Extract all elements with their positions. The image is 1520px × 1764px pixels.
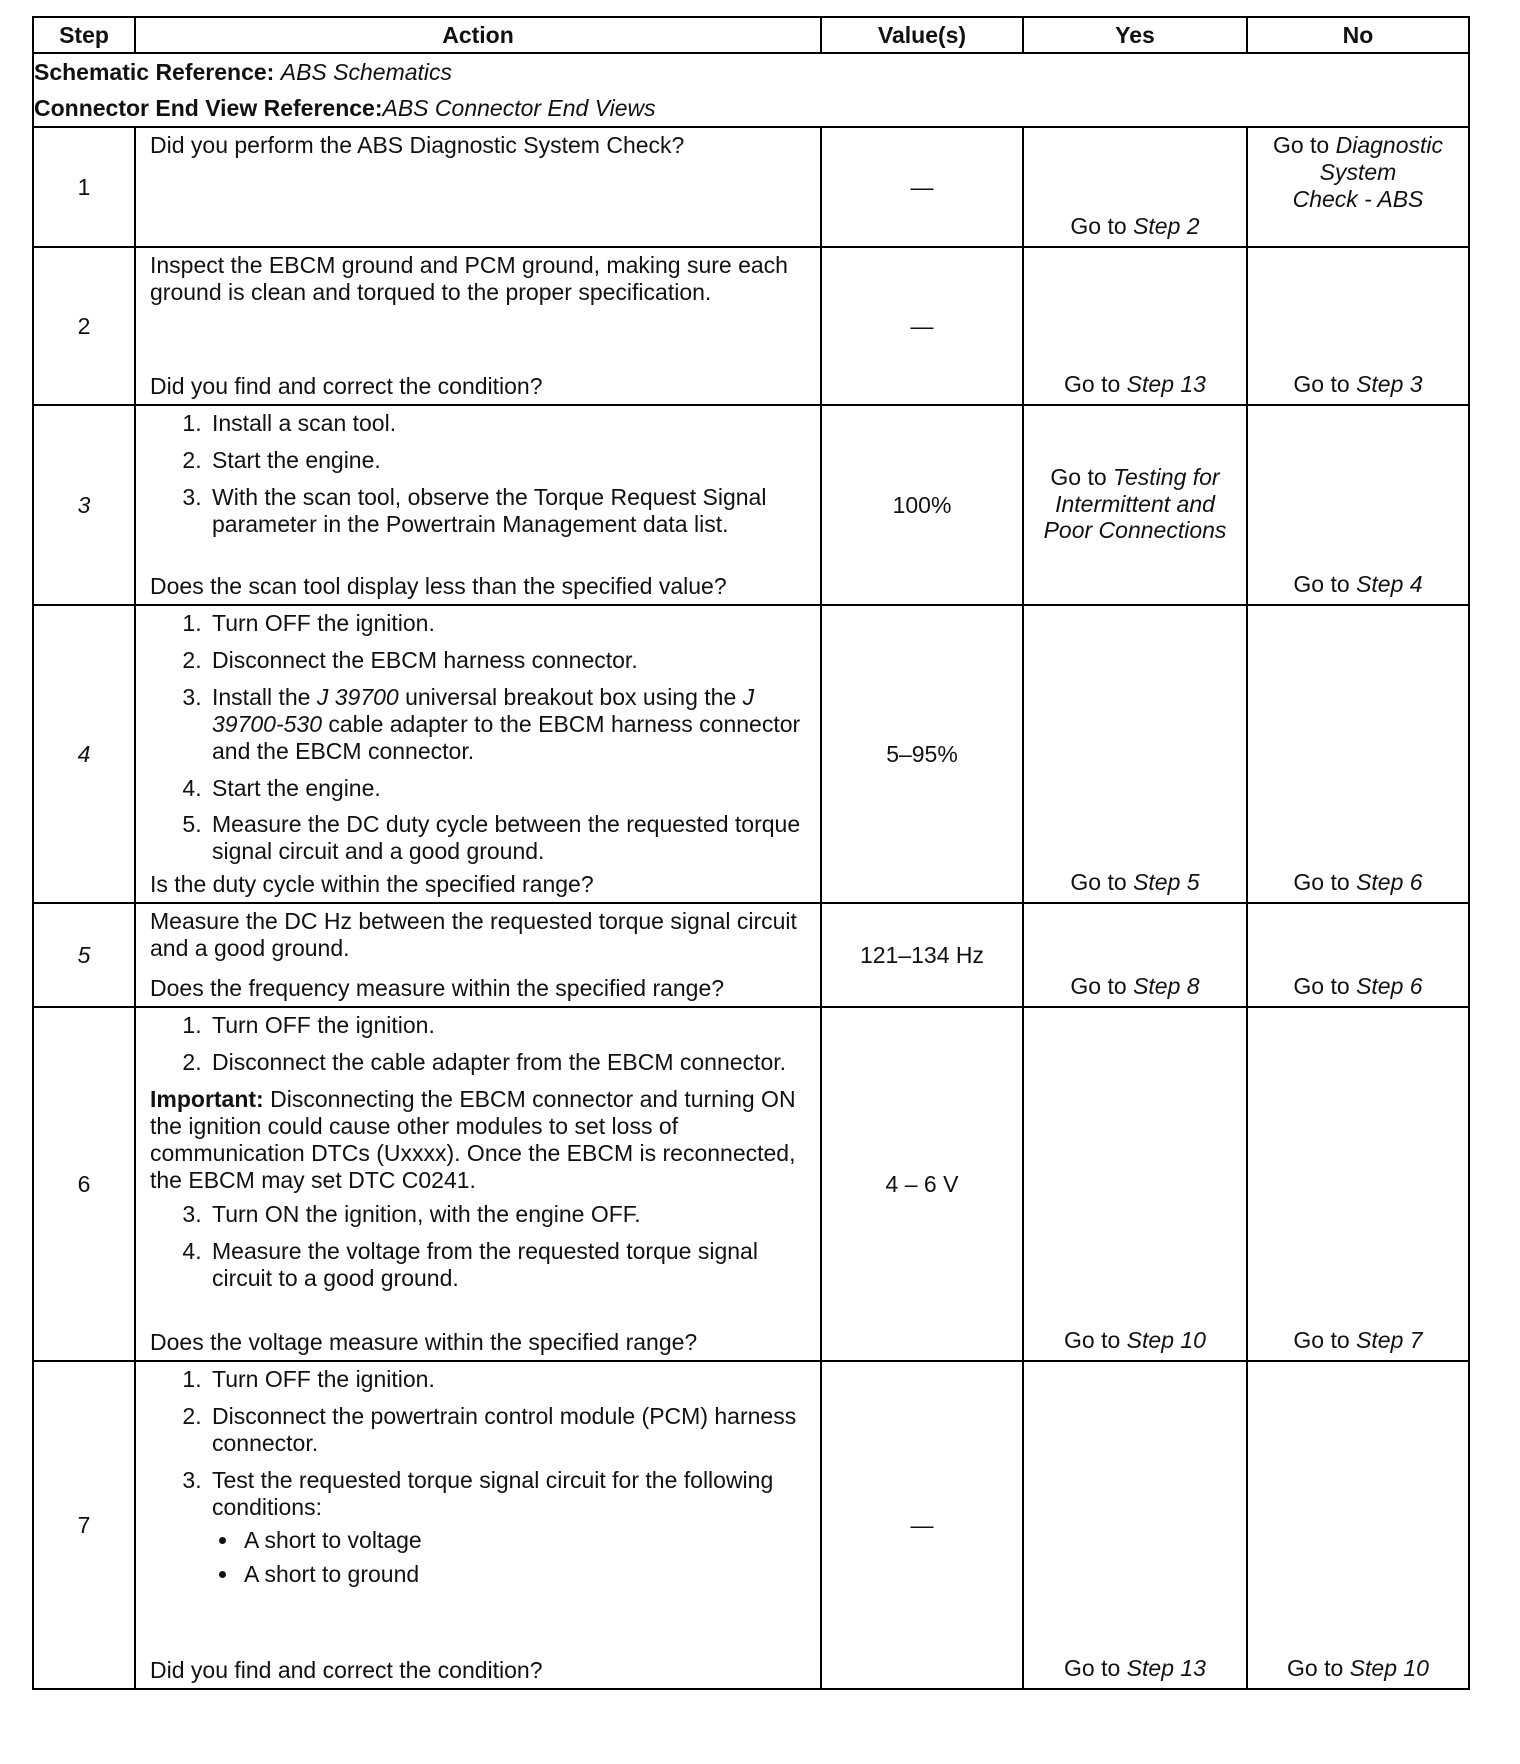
action-question: Does the frequency measure within the specified range? <box>150 975 725 1002</box>
table-row <box>33 405 1469 605</box>
value-cell: 121–134 Hz <box>821 903 1023 1007</box>
action-cell <box>135 1007 821 1361</box>
connector-reference <box>34 90 1468 126</box>
header-no: No <box>1247 17 1469 53</box>
action-cell <box>135 605 821 903</box>
action-cell <box>135 247 821 405</box>
action-step: 2. Disconnect the cable adapter from the EBCM connector. <box>208 1049 812 1076</box>
yes-cell <box>1023 405 1247 605</box>
header-values: Value(s) <box>821 17 1023 53</box>
table-row <box>33 127 1469 247</box>
action-steps <box>150 1201 812 1292</box>
diagnostic-table <box>32 16 1470 1690</box>
action-steps <box>150 610 812 869</box>
no-link[interactable]: Go to Diagnostic System Check - ABS <box>1272 132 1444 212</box>
header-yes: Yes <box>1023 17 1247 53</box>
important-note: Important: Disconnecting the EBCM connector and turning ON the ignition could cause other modules to set loss of communication DTCs (Uxxxx). Once the EBCM is reconnected, the EBCM may set DTC C0241. <box>150 1085 796 1193</box>
no-link[interactable]: Go to Step 10 <box>1287 1655 1429 1682</box>
reference-cell <box>33 53 1469 127</box>
no-cell <box>1247 127 1469 247</box>
value-cell: — <box>821 1361 1023 1689</box>
yes-link[interactable]: Go to Step 2 <box>1070 213 1200 240</box>
step-number: 7 <box>33 1361 135 1689</box>
action-step: 2. Disconnect the powertrain control module (PCM) harness connector. <box>208 1403 812 1457</box>
action-cell <box>135 127 821 247</box>
action-cell <box>135 405 821 605</box>
yes-link[interactable]: Go to Step 5 <box>1070 869 1200 896</box>
action-question: Does the scan tool display less than the specified value? <box>150 573 727 600</box>
schematic-reference-label: Schematic Reference: <box>34 59 275 85</box>
header-step: Step <box>33 17 135 53</box>
no-cell <box>1247 1361 1469 1689</box>
action-step: 4. Measure the voltage from the requested torque signal circuit to a good ground. <box>208 1238 812 1292</box>
action-text: Inspect the EBCM ground and PCM ground, making sure each ground is clean and torqued to the proper specification. <box>150 252 788 305</box>
yes-link[interactable]: Go to Testing for Intermittent and Poor Connections <box>1043 463 1227 544</box>
yes-cell <box>1023 127 1247 247</box>
connector-reference-label: Connector End View Reference: <box>34 95 383 121</box>
action-step: 3. With the scan tool, observe the Torque Request Signal parameter in the Powertrain Management data list. <box>208 484 812 538</box>
action-question: Is the duty cycle within the specified range? <box>150 871 594 898</box>
step-number: 1 <box>33 127 135 247</box>
no-link[interactable]: Go to Step 7 <box>1293 1327 1423 1354</box>
no-cell <box>1247 405 1469 605</box>
yes-link[interactable]: Go to Step 8 <box>1070 973 1200 1000</box>
condition-item: • A short to voltage <box>240 1527 812 1554</box>
action-steps <box>150 1366 812 1588</box>
value-cell: 5–95% <box>821 605 1023 903</box>
step-number: 4 <box>33 605 135 903</box>
step-number: 2 <box>33 247 135 405</box>
step-number: 3 <box>33 405 135 605</box>
step-number: 5 <box>33 903 135 1007</box>
action-steps <box>150 1012 812 1076</box>
action-steps <box>150 410 812 542</box>
condition-item: • A short to ground <box>240 1561 812 1588</box>
action-step: 3. Turn ON the ignition, with the engine OFF. <box>208 1201 812 1228</box>
table-row <box>33 247 1469 405</box>
yes-cell <box>1023 903 1247 1007</box>
no-cell <box>1247 247 1469 405</box>
table-row <box>33 1007 1469 1361</box>
yes-link[interactable]: Go to Step 13 <box>1064 1655 1206 1682</box>
action-question: Did you perform the ABS Diagnostic System Check? <box>150 132 685 158</box>
action-step: 2. Disconnect the EBCM harness connector. <box>208 647 812 674</box>
no-link[interactable]: Go to Step 4 <box>1293 571 1423 598</box>
action-step: 4. Start the engine. <box>208 775 812 802</box>
value-cell: — <box>821 247 1023 405</box>
schematic-reference-link[interactable]: ABS Schematics <box>280 59 453 85</box>
action-cell <box>135 903 821 1007</box>
header-row <box>33 17 1469 53</box>
action-step: 1. Install a scan tool. <box>208 410 812 437</box>
no-link[interactable]: Go to Step 6 <box>1293 869 1423 896</box>
yes-cell <box>1023 247 1247 405</box>
no-link[interactable]: Go to Step 6 <box>1293 973 1423 1000</box>
action-step: 1. Turn OFF the ignition. <box>208 1366 812 1393</box>
yes-cell <box>1023 1361 1247 1689</box>
value-cell: 100% <box>821 405 1023 605</box>
action-step: 3. Test the requested torque signal circuit for the following conditions: • A short to voltage • A short to ground <box>208 1467 812 1589</box>
step-number: 6 <box>33 1007 135 1361</box>
yes-cell <box>1023 605 1247 903</box>
action-question: Did you find and correct the condition? <box>150 373 543 400</box>
action-text: Measure the DC Hz between the requested torque signal circuit and a good ground. <box>150 908 797 961</box>
yes-link[interactable]: Go to Step 13 <box>1064 371 1206 398</box>
connector-reference-link[interactable]: ABS Connector End Views <box>382 95 656 121</box>
yes-cell <box>1023 1007 1247 1361</box>
value-cell: 4 – 6 V <box>821 1007 1023 1361</box>
action-step: 3. Install the J 39700 universal breakout box using the J 39700-530 cable adapter to the EBCM harness connector and the EBCM connector. <box>208 684 812 765</box>
schematic-reference <box>34 54 1468 90</box>
reference-row <box>33 53 1469 127</box>
no-cell <box>1247 605 1469 903</box>
action-step: 1. Turn OFF the ignition. <box>208 1012 812 1039</box>
no-cell <box>1247 903 1469 1007</box>
action-question: Does the voltage measure within the specified range? <box>150 1329 698 1356</box>
condition-list <box>212 1527 812 1589</box>
no-cell <box>1247 1007 1469 1361</box>
table-row <box>33 1361 1469 1689</box>
no-link[interactable]: Go to Step 3 <box>1293 371 1423 398</box>
table-row <box>33 903 1469 1007</box>
yes-link[interactable]: Go to Step 10 <box>1064 1327 1206 1354</box>
value-cell: — <box>821 127 1023 247</box>
action-step: 1. Turn OFF the ignition. <box>208 610 812 637</box>
table-row <box>33 605 1469 903</box>
action-cell <box>135 1361 821 1689</box>
action-question: Did you find and correct the condition? <box>150 1657 543 1684</box>
action-step: 2. Start the engine. <box>208 447 812 474</box>
action-step: 5. Measure the DC duty cycle between the requested torque signal circuit and a good ground. <box>208 811 812 865</box>
header-action: Action <box>135 17 821 53</box>
